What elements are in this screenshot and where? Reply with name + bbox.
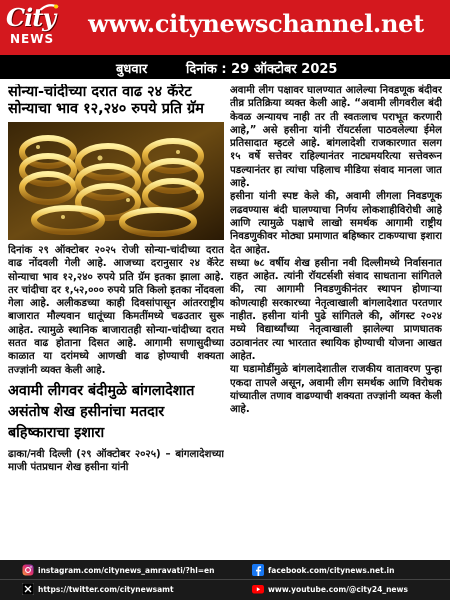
right-column	[230, 84, 442, 560]
gold-price-body: दिनांक २९ ऑक्टोबर २०२५ रोजी सोन्या-चांदीच्या दरात वाढ नोंदवली गेली आहे. आजच्या दरानुसार २४ कॅरेट सोन्याचा भाव १२,२४० रुपये प्रति ग्रॅम इतका झाला आहे. तर चांदीचा दर १,५२,००० रुपये प्रति किलो इतका नोंदवला गेला आहे. अलीकडच्या काही दिवसांपासून आंतरराष्ट्रीय बाजारात मौल्यवान धातूंच्या किमतींमध्ये चढउतार सुरू आहेत. त्यामुळे स्थानिक बाजारातही सोन्या-चांदीच्या दरात सतत वाढ होताना दिसत आहे. आगामी सणासुदीच्या काळात या दरांमध्ये आणखी वाढ होण्याची शक्यता तज्ज्ञांनी व्यक्त केली आहे.	[8, 245, 224, 376]
logo-news-text: NEWS	[10, 32, 55, 46]
youtube-url: www.youtube.com/@city24_news	[268, 584, 408, 594]
instagram-icon	[22, 564, 34, 576]
twitter-x-icon	[22, 583, 34, 595]
twitter-link[interactable]	[22, 582, 174, 596]
date-label: दिनांक : 29 ऑक्टोबर 2025	[186, 62, 338, 77]
facebook-url: facebook.com/citynews.net.in	[268, 565, 395, 575]
gold-price-headline: सोन्या-चांदीच्या दरात वाढ २४ कॅरेट सोन्याचा भाव १२,२४० रुपये प्रति ग्रॅम	[8, 84, 204, 117]
facebook-icon	[252, 564, 264, 576]
hasina-paragraph: अवामी लीग पक्षावर घालण्यात आलेल्या निवडणूक बंदीवर तीव्र प्रतिक्रिया व्यक्त केली आहे. “अवामी लीगवरील बंदी केवळ अन्यायच नाही तर ती स्वतःलाच पराभूत करणारी आहे,” असे हसीना यांनी रॉयटर्सला पाठवलेल्या ईमेल प्रतिसादात म्हटले आहे. बांगलादेशी राजकारणात सलग १५ वर्षे सत्तेवर राहिल्यानंतर नाट्यमयरित्या सत्तेवरून पडल्यानंतर हा त्यांचा पहिलाच मीडिया संवाद मानला जात आहे.	[230, 85, 442, 190]
instagram-link[interactable]	[22, 563, 214, 577]
twitter-url: https://twitter.com/citynewsamt	[38, 584, 174, 594]
instagram-url: instagram.com/citynews_amravati/?hl=en	[38, 565, 215, 575]
site-url[interactable]: www.citynewschannel.net	[88, 9, 424, 38]
social-footer	[0, 560, 450, 600]
youtube-icon	[252, 583, 264, 595]
hasina-headline: अवामी लीगवर बंदीमुळे बांगलादेशात असंतोष शेख हसीनांचा मतदार बहिष्काराचा इशारा	[8, 382, 195, 441]
day-label: बुधवार	[116, 62, 148, 77]
gold-jewellery-photo	[8, 122, 224, 240]
hasina-paragraph: सध्या ७८ वर्षीय शेख हसीना नवी दिल्लीमध्ये निर्वासनात राहत आहेत. त्यांनी रॉयटर्सशी संवाद साधताना सांगितले की, त्या आगामी निवडणुकीनंतर स्थापन होणाऱ्या कोणत्याही सरकारच्या नेतृत्वाखाली बांगलादेशात परतणार नाहीत. हसीना यांनी पुढे सांगितले की, ऑगस्ट २०२४ मध्ये विद्यार्थ्यांच्या नेतृत्वाखाली झालेल्या प्राणघातक उठावानंतर त्या भारतात स्थायिक होण्याची योजना आखत आहेत.	[230, 257, 442, 362]
city-news-logo[interactable]	[4, 3, 62, 51]
left-column	[8, 84, 224, 560]
date-bar	[0, 55, 450, 79]
hasina-paragraph: हसीना यांनी स्पष्ट केले की, अवामी लीगला निवडणूक लढवण्यास बंदी घालण्याचा निर्णय लोकशाहीविरोधी आहे आणि त्यामुळे पक्षाचे लाखो समर्थक आगामी राष्ट्रीय निवडणुकीवर मोठ्या प्रमाणात बहिष्कार टाकण्याचा इशारा देत आहेत.	[230, 191, 442, 256]
facebook-link[interactable]	[252, 563, 394, 577]
logo-city-text: City	[6, 3, 56, 32]
youtube-link[interactable]	[252, 582, 408, 596]
hasina-paragraph: या घडामोडींमुळे बांगलादेशातील राजकीय वातावरण पुन्हा एकदा तापले असून, अवामी लीग समर्थक आणि विरोधक यांच्यातील तणाव वाढण्याची शक्यता तज्ज्ञांनी व्यक्त केली आहे.	[230, 364, 442, 416]
masthead	[0, 0, 450, 55]
footer-divider	[0, 579, 450, 580]
hasina-byline: ढाका/नवी दिल्ली (२९ ऑक्टोबर २०२५) – बांगलादेशच्या माजी पंतप्रधान शेख हसीना यांनी	[8, 448, 224, 474]
